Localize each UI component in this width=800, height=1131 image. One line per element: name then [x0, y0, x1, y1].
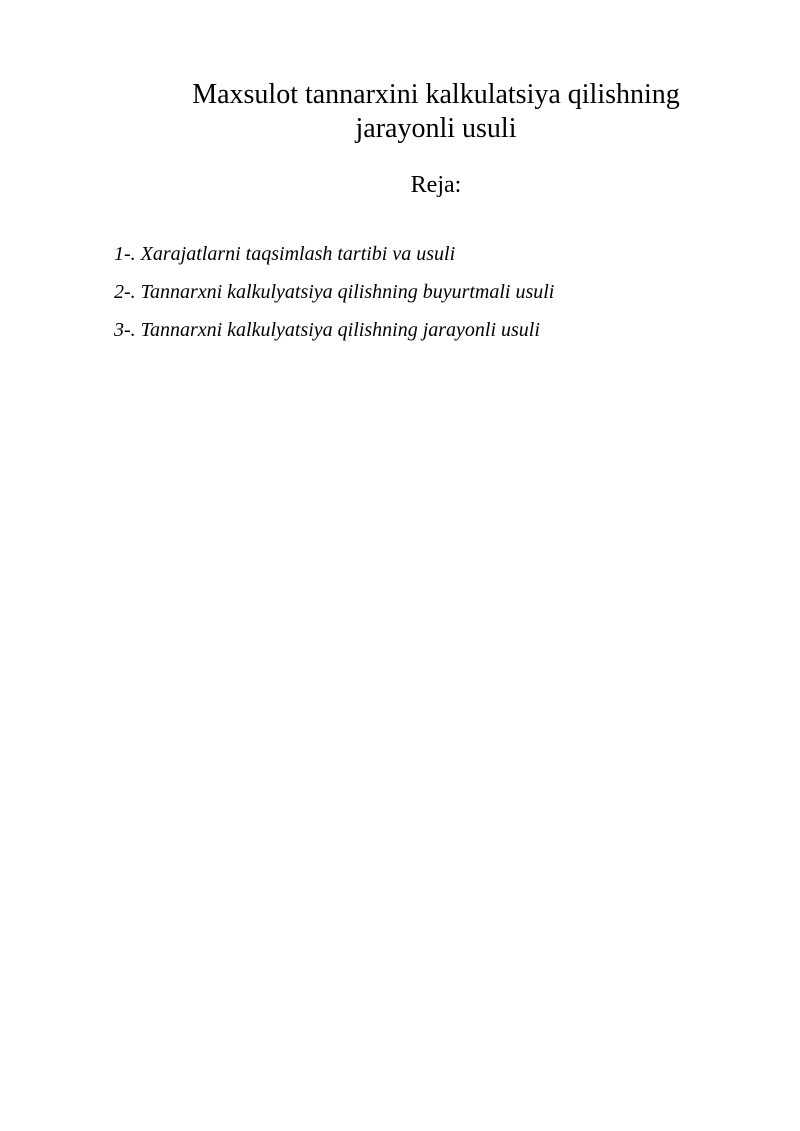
title-line-2: jarayonli usuli [355, 113, 517, 144]
plan-item-2: 2-. Tannarxni kalkulyatsiya qilishning buyurtmali usuli [114, 281, 555, 303]
plan-list [114, 242, 554, 356]
plan-item-1: 1-. Xarajatlarni taqsimlash tartibi va usuli [114, 243, 456, 265]
plan-item-3: 3-. Tannarxni kalkulyatsiya qilishning jarayonli usuli [114, 319, 540, 341]
plan-heading: Reja: [410, 172, 462, 198]
document-title [174, 78, 698, 146]
title-line-1: Maxsulot tannarxini kalkulatsiya qilishning [192, 79, 680, 110]
